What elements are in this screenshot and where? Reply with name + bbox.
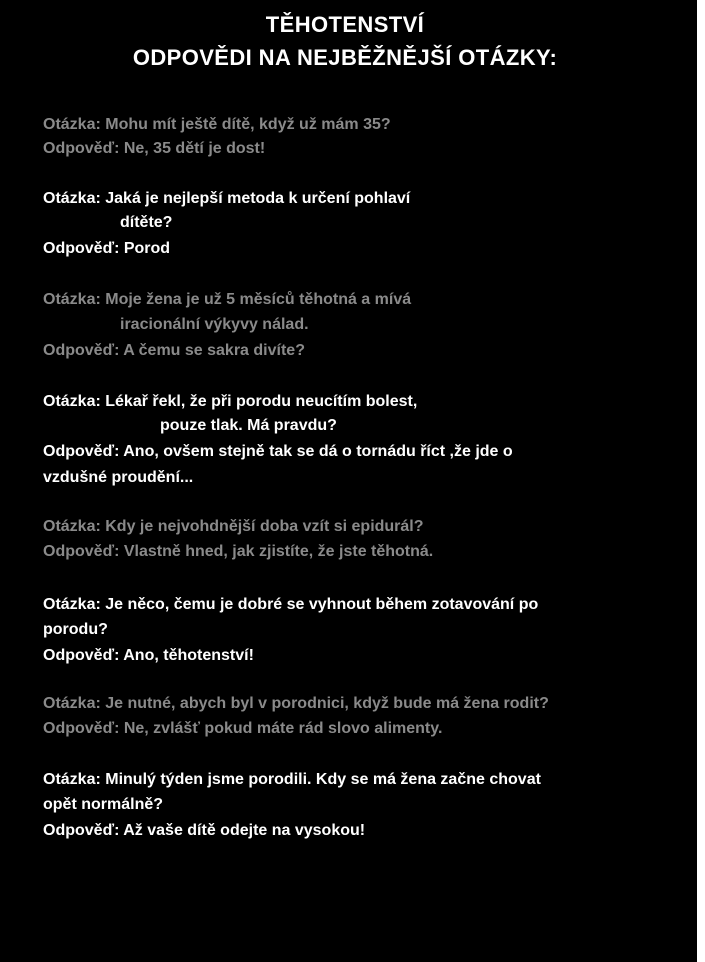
answer-6: Odpověď: Ano, těhotenství! xyxy=(43,647,254,664)
question-4: Otázka: Lékař řekl, že při porodu neucítím bolest, xyxy=(43,393,418,410)
answer-4: Odpověď: Ano, ovšem stejně tak se dá o tornádu říct ,že jde o xyxy=(43,443,513,460)
answer-3: Odpověď: A čemu se sakra divíte? xyxy=(43,342,305,359)
title-line-1: TĚHOTENSTVÍ xyxy=(265,12,425,37)
question-2: Otázka: Jaká je nejlepší metoda k určení pohlaví xyxy=(43,190,411,207)
answer-8: Odpověď: Až vaše dítě odejte na vysokou! xyxy=(43,822,366,839)
question-8-continued: opět normálně? xyxy=(43,796,164,813)
answer-5: Odpověď: Vlastně hned, jak zjistíte, že jste těhotná. xyxy=(43,543,434,560)
answer-2: Odpověď: Porod xyxy=(43,240,171,257)
question-1: Otázka: Mohu mít ještě dítě, když už mám 35? xyxy=(43,116,391,133)
question-6-continued: porodu? xyxy=(43,621,108,638)
question-3-continued: iracionální výkyvy nálad. xyxy=(120,316,309,333)
answer-7: Odpověď: Ne, zvlášť pokud máte rád slovo alimenty. xyxy=(43,720,443,737)
question-5: Otázka: Kdy je nejvohdnější doba vzít si epidurál? xyxy=(43,518,424,535)
question-2-continued: dítěte? xyxy=(120,214,173,231)
question-8: Otázka: Minulý týden jsme porodili. Kdy se má žena začne chovat xyxy=(43,771,541,788)
question-6: Otázka: Je něco, čemu je dobré se vyhnout během zotavování po xyxy=(43,596,539,613)
title-line-2: ODPOVĚDI NA NEJBĚŽNĚJŠÍ OTÁZKY: xyxy=(132,45,558,70)
question-4-continued: pouze tlak. Má pravdu? xyxy=(160,417,337,434)
question-7: Otázka: Je nutné, abych byl v porodnici, když bude má žena rodit? xyxy=(43,695,549,712)
question-3: Otázka: Moje žena je už 5 měsíců těhotná a mívá xyxy=(43,291,412,308)
answer-4-continued: vzdušné proudění... xyxy=(43,469,194,486)
answer-1: Odpověď: Ne, 35 dětí je dost! xyxy=(43,140,266,157)
